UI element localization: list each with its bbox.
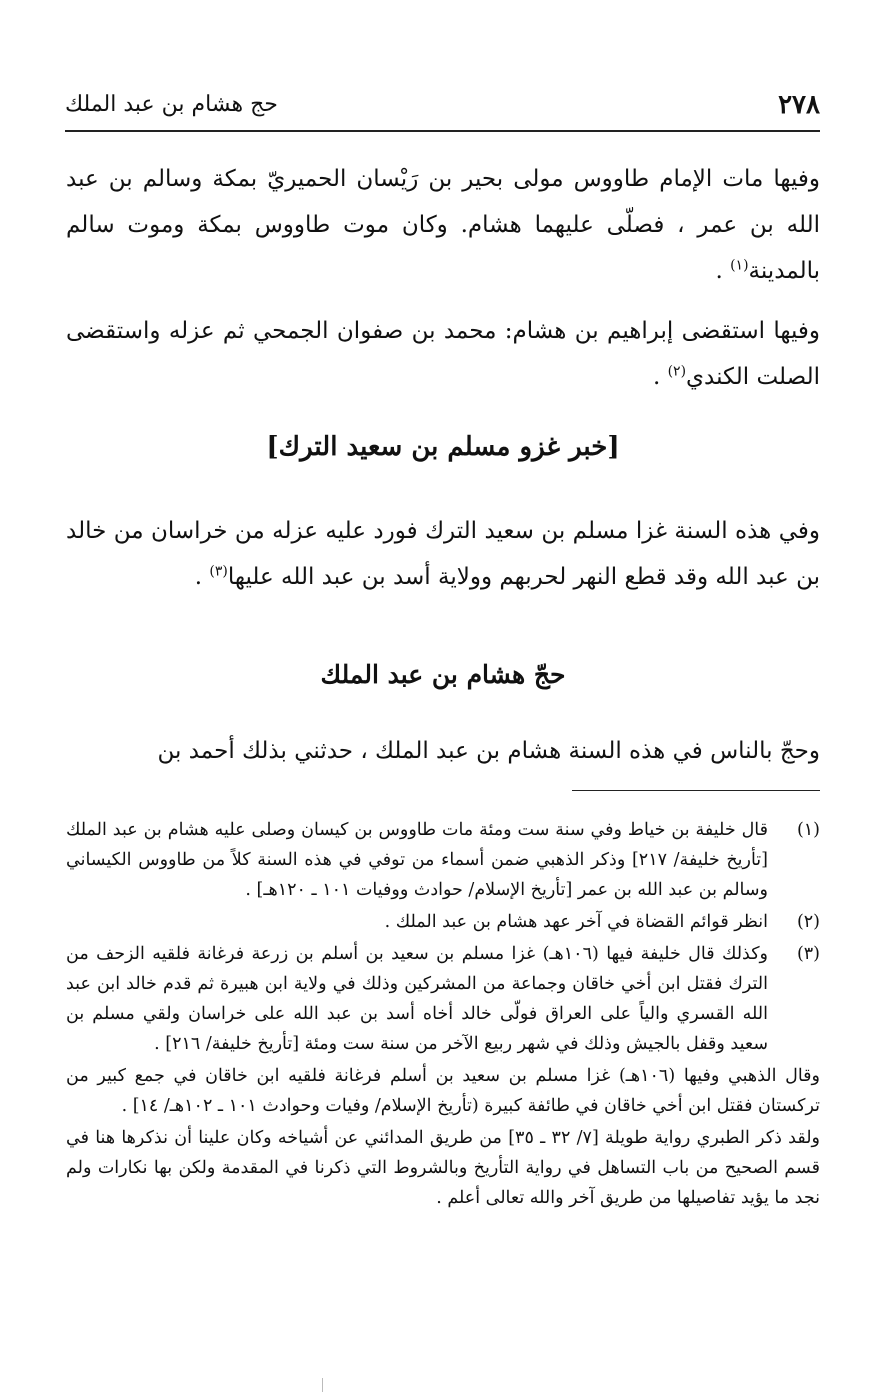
paragraph-text: وفي هذه السنة غزا مسلم بن سعيد الترك فورد عليه عزله من خراسان من خالد بن عبد الله وقد قطع النهر لحربهم وولاية أسد بن عبد الله عليها xyxy=(66,518,820,590)
footnote-3 xyxy=(66,939,820,1059)
footnote-3-continuation: وقال الذهبي وفيها (١٠٦هـ) غزا مسلم بن سعيد بن أسلم فرغانة فلقيه ابن خاقان في جمع كبير من تركستان فقتل ابن أخي خاقان في طائفة كبيرة (تأريخ الإسلام/ وفيات وحوادث ١٠١ ـ ١٠٢هـ/ ١٤] . xyxy=(66,1066,820,1116)
paragraph-4 xyxy=(66,728,820,774)
footnote-divider xyxy=(572,790,820,791)
footnote-text: وكذلك قال خليفة فيها (١٠٦هـ) غزا مسلم بن سعيد بن أسلم بن زرعة فرغانة فلقيه الزحف من الترك فقتل ابن أخي خاقان وجماعة من المشركين وذلك في ولاية ابن هبيرة ثم قدم خالد ابن عبد الله القسري والياً على العراق فولّى خالد أخاه أسد بن عبد الله على خراسان ولقي مسلم بن سعيد وقفل بالجيش وذلك في شهر ربيع الآخر من سنة ست ومئة [تأريخ خليفة/ ٢١٦] . xyxy=(66,944,769,1054)
footnote-2 xyxy=(66,907,820,937)
page-header xyxy=(65,90,820,132)
paragraph-end: . xyxy=(194,564,210,590)
paragraph-1 xyxy=(66,156,820,294)
running-title: حج هشام بن عبد الملك xyxy=(65,92,278,117)
paragraph-end: . xyxy=(652,364,668,390)
footnotes xyxy=(66,815,820,1215)
footnote-number: (١) xyxy=(796,820,820,840)
paragraph-text: وحجّ بالناس في هذه السنة هشام بن عبد الملك ، حدثني بذلك أحمد بن xyxy=(157,738,820,764)
footnote-ref[interactable]: (٣) xyxy=(209,563,228,580)
footnote-number: (٣) xyxy=(796,944,820,964)
paragraph-2 xyxy=(66,308,820,400)
footnote-3-continuation-2: ولقد ذكر الطبري رواية طويلة [٧/ ٣٢ ـ ٣٥] من طريق المدائني عن أشياخه وكان علينا أن نذكرها هنا في قسم الصحيح من باب التساهل في رواية التأريخ وبالشروط التي ذكرنا في المقدمة ولكن بها نكارات ولم نجد ما يؤيد تفاصيلها من طريق آخر والله تعالى أعلم . xyxy=(66,1128,820,1208)
scan-mark xyxy=(322,1378,323,1392)
paragraph-3 xyxy=(66,508,820,600)
paragraph-text: وفيها مات الإمام طاووس مولى بحير بن رَيْسان الحميريّ بمكة وسالم بن عبد الله بن عمر ، فصلّى عليهما هشام. وكان موت طاووس بمكة وموت سالم بالمدينة xyxy=(66,166,820,284)
paragraph-text: وفيها استقضى إبراهيم بن هشام: محمد بن صفوان الجمحي ثم عزله واستقضى الصلت الكندي xyxy=(66,318,820,390)
footnote-1 xyxy=(66,815,820,905)
footnote-ref[interactable]: (٢) xyxy=(667,363,687,380)
footnote-text: قال خليفة بن خياط وفي سنة ست ومئة مات طاووس بن كيسان وصلى عليه هشام بن عبد الملك [تأريخ خليفة/ ٢١٧] وذكر الذهبي ضمن أسماء من توفي في هذه السنة كلاً من طاووس الكيساني وسالم بن عبد الله بن عمر [تأريخ الإسلام/ حوادث ووفيات ١٠١ ـ ١٢٠هـ] . xyxy=(66,820,769,900)
page-number: ٢٧٨ xyxy=(778,90,820,120)
section-heading-1: [خبر غزو مسلم بن سعيد الترك] xyxy=(266,432,620,462)
footnote-number: (٢) xyxy=(796,912,820,932)
footnote-text: انظر قوائم القضاة في آخر عهد هشام بن عبد الملك . xyxy=(384,912,768,932)
paragraph-end: . xyxy=(715,258,731,284)
section-heading-2: حجّ هشام بن عبد الملك xyxy=(320,660,566,689)
footnote-ref[interactable]: (١) xyxy=(730,257,749,274)
